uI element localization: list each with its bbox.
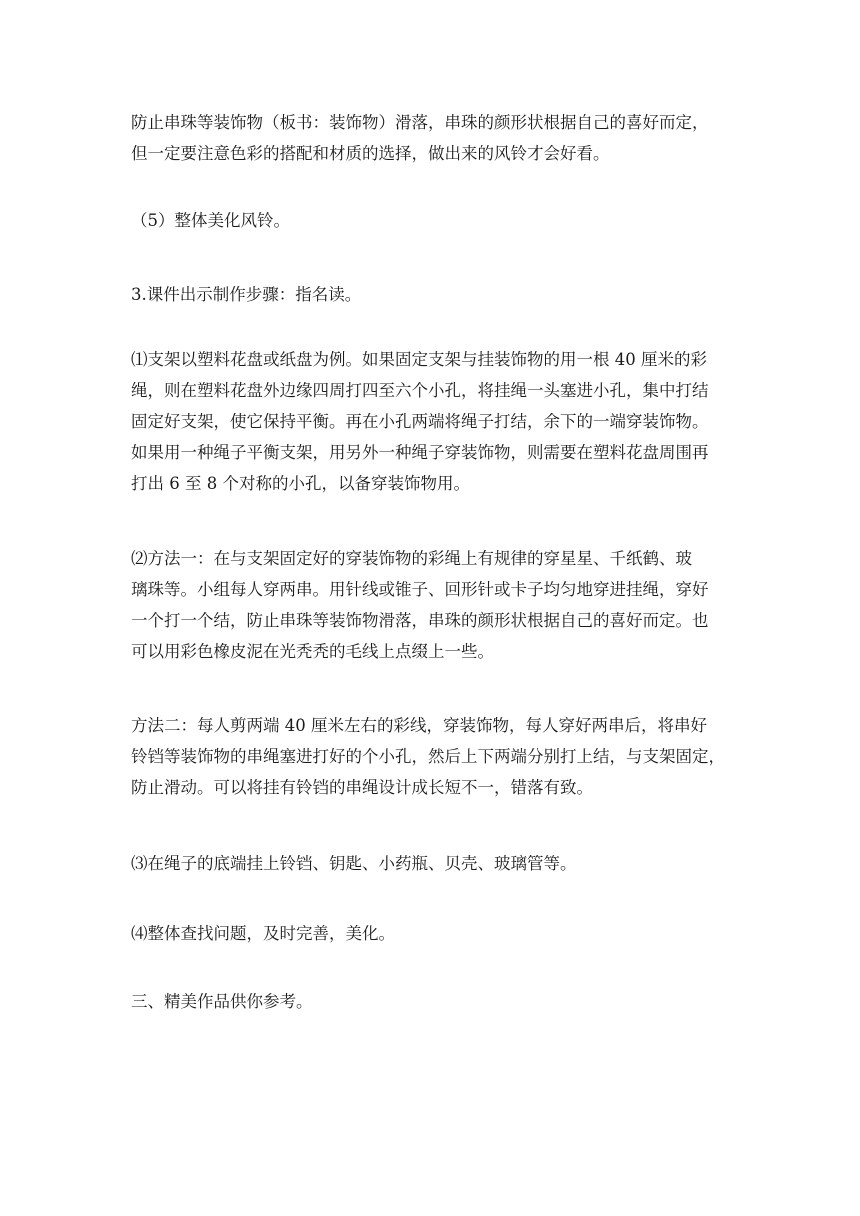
text-line: 可以用彩色橡皮泥在光秃秃的毛线上点缀上一些。 [131, 642, 494, 661]
text-line: 打出 6 至 8 个对称的小孔，以备穿装饰物用。 [131, 474, 470, 493]
text-line: 如果用一种绳子平衡支架，用另外一种绳子穿装饰物，则需要在塑料花盘周围再 [131, 443, 709, 462]
text-line: ⑵方法一：在与支架固定好的穿装饰物的彩绳上有规律的穿星星、千纸鹤、玻 [131, 549, 692, 568]
text-line: 但一定要注意色彩的搭配和材质的选择，做出来的风铃才会好看。 [131, 144, 610, 163]
text-line: 一个打一个结，防止串珠等装饰物滑落，串珠的颜形状根据自己的喜好而定。也 [131, 611, 709, 630]
text-line: 三、精美作品供你参考。 [131, 992, 313, 1011]
text-line: 璃珠等。小组每人穿两串。用针线或锥子、回形针或卡子均匀地穿进挂绳，穿好 [131, 580, 709, 599]
text-line: 防止滑动。可以将挂有铃铛的串绳设计成长短不一，错落有致。 [131, 778, 593, 797]
paragraph-sub-4 [131, 918, 731, 949]
text-line: 3.课件出示制作步骤：指名读。 [131, 285, 362, 304]
text-line: 绳，则在塑料花盘外边缘四周打四至六个小孔，将挂绳一头塞进小孔，集中打结 [131, 381, 709, 400]
paragraph-section-three [131, 986, 731, 1017]
text-line: 防止串珠等装饰物（板书：装饰物）滑落，串珠的颜形状根据自己的喜好而定， [131, 113, 709, 132]
paragraph-intro-continuation [131, 107, 731, 169]
paragraph-sub-1 [131, 344, 731, 499]
text-line: ⑶在绳子的底端挂上铃铛、钥匙、小药瓶、贝壳、玻璃管等。 [131, 854, 577, 873]
text-line: ⑷整体查找问题，及时完善，美化。 [131, 924, 395, 943]
text-line: （5）整体美化风铃。 [131, 211, 290, 230]
text-line: 方法二：每人剪两端 40 厘米左右的彩线，穿装饰物，每人穿好两串后，将串好 [131, 716, 707, 735]
text-line: ⑴支架以塑料花盘或纸盘为例。如果固定支架与挂装饰物的用一根 40 厘米的彩 [131, 350, 707, 369]
text-line: 固定好支架，使它保持平衡。再在小孔两端将绳子打结，余下的一端穿装饰物。 [131, 412, 709, 431]
paragraph-sub-3 [131, 848, 731, 879]
paragraph-sub-2 [131, 543, 731, 667]
text-line: 铃铛等装饰物的串绳塞进打好的个小孔，然后上下两端分别打上结，与支架固定， [131, 747, 725, 766]
paragraph-section-3 [131, 279, 731, 310]
paragraph-method-2 [131, 710, 731, 803]
paragraph-step-5 [131, 205, 731, 236]
